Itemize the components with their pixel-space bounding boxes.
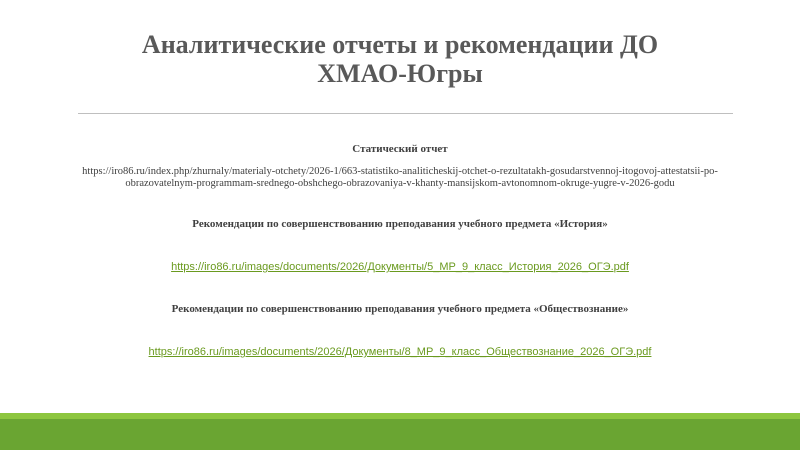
history-recommendations-link[interactable]: https://iro86.ru/images/documents/2026/Документы/5_MP_9_класс_История_2026_ОГЭ.pdf [171, 261, 629, 273]
static-report-url-line-2: obrazovatelnym-programmam-srednego-obshchego-obrazovaniya-v-khanty-mansijskom-avtonomnom-okruge-yugre-v-2026-godu [125, 178, 675, 189]
section-heading-social-studies: Рекомендации по совершенствованию преподавания учебного предмета «Обществознание» [171, 303, 629, 315]
static-report-url-line-1: https://iro86.ru/index.php/zhurnaly/materialy-otchety/2026-1/663-statistiko-analiticheskij-otchet-o-rezultatakh-gosudarstvennoj-itogovoj-attestatsii-po- [82, 166, 718, 177]
footer-band-dark [0, 419, 800, 450]
slide-title-line-2: ХМАО-Югры [317, 59, 483, 88]
section-heading-static-report: Статический отчет [352, 143, 448, 155]
section-heading-history: Рекомендации по совершенствованию преподавания учебного предмета «История» [192, 218, 608, 230]
slide-title-line-1: Аналитические отчеты и рекомендации ДО [141, 30, 659, 59]
title-divider [78, 113, 733, 114]
slide-title [80, 30, 720, 88]
static-report-url[interactable] [40, 166, 760, 190]
social-studies-recommendations-link[interactable]: https://iro86.ru/images/documents/2026/Документы/8_MP_9_класс_Обществознание_2026_ОГЭ.pdf [148, 346, 652, 358]
